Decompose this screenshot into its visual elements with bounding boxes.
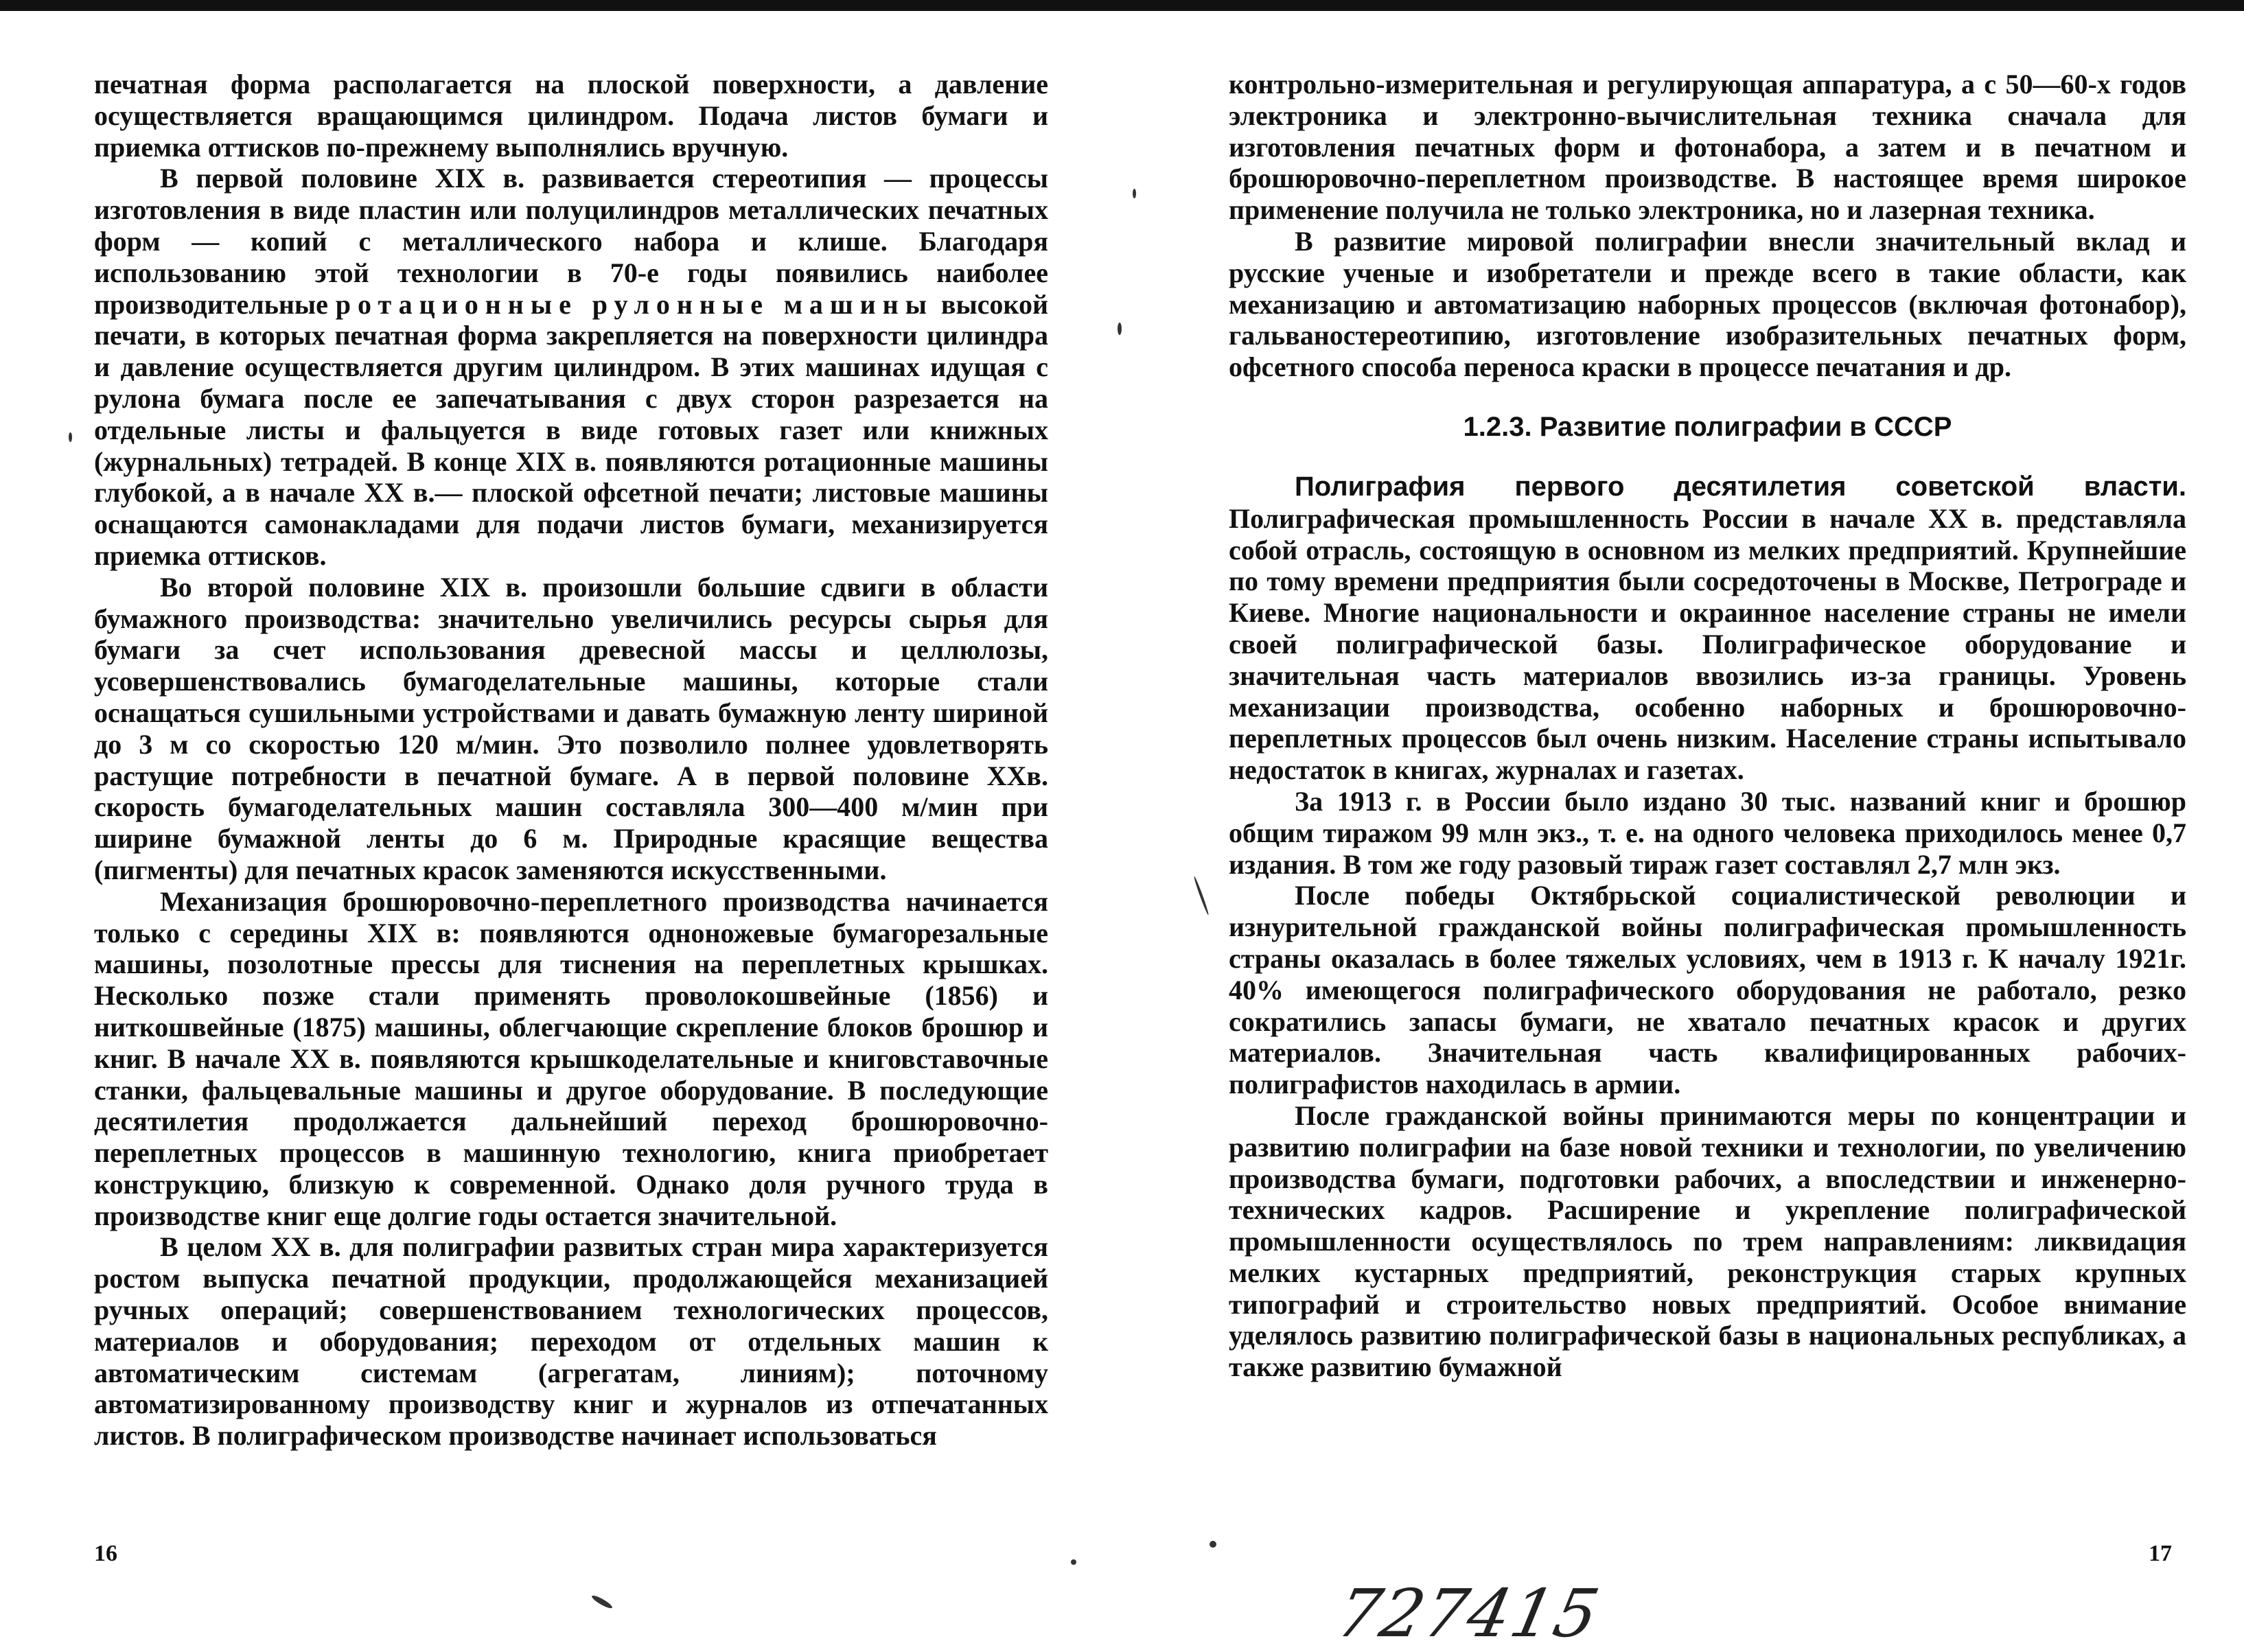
spaced-term: ротационные рулонные машины [335,288,934,320]
top-scan-border [0,0,2244,11]
left-paragraph-2 [94,163,1048,571]
right-paragraph-5: После победы Октябрьской социалистической революции и изнурительной гражданской войны полиграфическая промышленность страны оказалась в более тяжелых условиях, чем в 1913 г. К началу 1921г. 40% имеющегося полиграфического оборудования не работало, резко сократились запасы бумаги, не хватало печатных красок и других материалов. Значительная часть квалифицированных рабочих-полиграфистов находилась в армии. [1229,880,2186,1100]
handwritten-inventory-number: 727415 [1330,1575,1607,1652]
right-paragraph-4: За 1913 г. в России было издано 30 тыс. названий книг и брошюр общим тиражом 99 млн экз., т. е. на одного человека приходилось менее 0,7 издания. В том же году разовый тираж газет составлял 2,7 млн экз. [1229,785,2186,880]
scan-speck [1118,323,1122,335]
left-paragraph-2-end: высокой печати, в которых печатная форма закрепляется на поверхности цилиндра и давление осуществляется другим цилиндром. В этих машинах идущая с рулона бумага после ее запечатывания с двух сторон разрезается на отдельные листы и фальцуется в виде готовых газет или книжных (журнальных) тетрадей. В конце XIX в. появляются ротационные машины глубокой, а в начале XX в.— плоской офсетной печати; листовые машины оснащаются самонакладами для подачи листов бумаги, механизируется приемка оттисков. [94,288,1048,571]
scan-speck [590,1594,613,1610]
right-paragraph-1: контрольно-измерительная и регулирующая аппаратура, а с 50—60-х годов электроника и электронно-вычислительная техника сначала для изготовления печатных форм и фотонабора, а затем и в печатном и брошюровочно-переплетном производстве. В настоящее время широкое применение получила не только электроника, но и лазерная техника. [1229,69,2186,226]
scan-speck [69,432,72,442]
right-paragraph-3 [1229,471,2186,786]
left-page-text [94,69,1048,1452]
section-heading: 1.2.3. Развитие полиграфии в СССР [1463,411,1952,442]
right-page-text [1229,69,2186,1383]
scan-speck [1210,1541,1216,1548]
page-number-right: 17 [2149,1541,2172,1566]
right-paragraph-2: В развитие мировой полиграфии внесли значительный вклад и русские ученые и изобретатели и прежде всего в такие области, как механизацию и автоматизацию наборных процессов (включая фотонабор), гальваностереотипию, изготовление изобразительных печатных форм, офсетного способа переноса краски в процессе печатания и др. [1229,225,2186,383]
left-paragraph-3: Во второй половине XIX в. произошли большие сдвиги в области бумажного производства: значительно увеличились ресурсы сырья для бумаги за счет использования древесной массы и целлюлозы, усовершенствовались бумагоделательные машины, которые стали оснащаться сушильными устройствами и давать бумажную ленту шириной до 3 м со скоростью 120 м/мин. Это позволило полнее удовлетворять растущие потребности в печатной бумаге. А в первой половине XXв. скорость бумагоделательных машин составляла 300—400 м/мин при ширине бумажной ленты до 6 м. Природные красящие вещества (пигменты) для печатных красок заменяются искусственными. [94,571,1048,885]
left-paragraph-2-start: В первой половине XIX в. развивается стереотипия — процессы изготовления в виде пластин или полуцилиндров металлических печатных форм — копий с металлического набора и клише. Благодаря использованию этой технологии в 70-е годы появились наиболее производительные [94,163,1048,320]
paragraph-lead: Полиграфия первого десятилетия советской власти. [1295,471,2186,502]
scan-speck [1071,1559,1076,1565]
left-paragraph-5: В целом XX в. для полиграфии развитых стран мира характеризуется ростом выпуска печатной продукции, продолжающейся механизацией ручных операций; совершенствованием технологических процессов, материалов и оборудования; переходом от отдельных машин к автоматическим системам (агрегатам, линиям); поточному автоматизированному производству книг и журналов из отпечатанных листов. В полиграфическом производстве начинает использоваться [94,1231,1048,1452]
scan-speck [1193,876,1210,916]
right-paragraph-6: После гражданской войны принимаются меры по концентрации и развитию полиграфии на базе новой техники и технологии, по увеличению производства бумаги, подготовки рабочих, а впоследствии и инженерно-технических кадров. Расширение и укрепление полиграфической промышленности осуществлялось по трем направлениям: ликвидация мелких кустарных предприятий, реконструкция старых крупных типографий и строительство новых предприятий. Особое внимание уделялось развитию полиграфической базы в национальных республиках, а также развитию бумажной [1229,1100,2186,1383]
left-paragraph-4: Механизация брошюровочно-переплетного производства начинается только с середины XIX в: появляются одноножевые бумагорезальные машины, позолотные прессы для тиснения на переплетных крышках. Несколько позже стали применять проволокошвейные (1856) и ниткошвейные (1875) машины, облегчающие скрепление блоков брошюр и книг. В начале XX в. появляются крышкоделательные и книговставочные станки, фальцевальные машины и другое оборудование. В последующие десятилетия продолжается дальнейший переход брошюровочно-переплетных процессов в машинную технологию, книга приобретает конструкцию, близкую к современной. Однако доля ручного труда в производстве книг еще долгие годы остается значительной. [94,885,1048,1231]
page-number-left: 16 [94,1541,117,1566]
right-paragraph-3-body: Полиграфическая промышленность России в начале XX в. представляла собой отрасль, состоящую в основном из мелких предприятий. Крупнейшие по тому времени предприятия были сосредоточены в Москве, Петрограде и Киеве. Многие национальности и окраинное население страны не имели своей полиграфической базы. Полиграфическое оборудование и значительная часть материалов ввозились из-за границы. Уровень механизации производства, особенно наборных и брошюровочно-переплетных процессов был очень низким. Население страны испытывало недостаток в книгах, журналах и газетах. [1229,502,2186,786]
left-paragraph-1: печатная форма располагается на плоской поверхности, а давление осуществляется вращающимся цилиндром. Подача листов бумаги и приемка оттисков по-прежнему выполнялись вручную. [94,69,1048,163]
scan-speck [1133,189,1136,198]
